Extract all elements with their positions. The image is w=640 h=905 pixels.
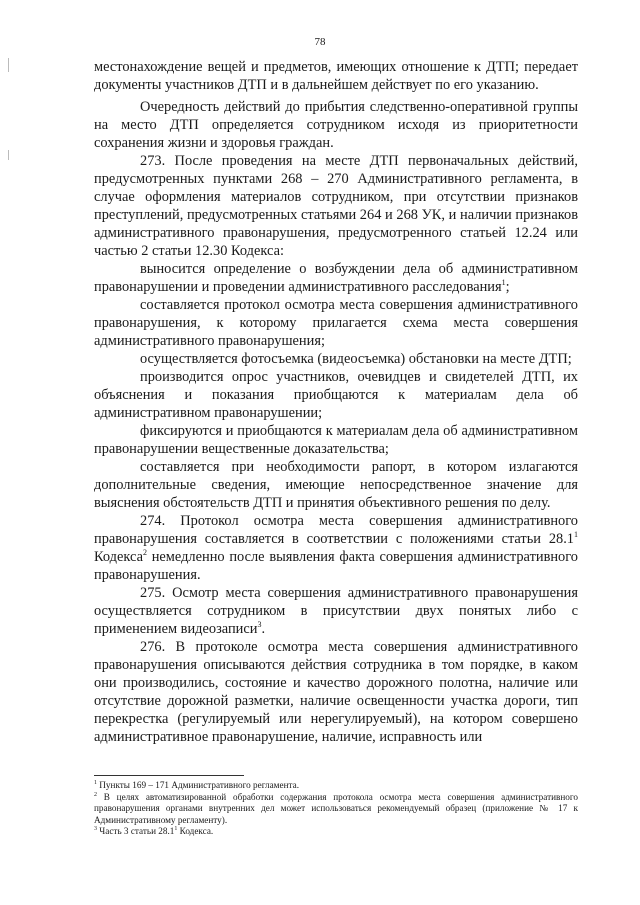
footnote-ref-1[interactable]: 1 (501, 278, 506, 287)
footnote-ref-3[interactable]: 3 (257, 620, 262, 629)
paragraph-2: Очередность действий до прибытия следственно-оперативной группы на место ДТП определяется сотрудником исходя из приоритетности сохранения жизни и здоровья граждан. (94, 99, 578, 151)
superscript: 1 (574, 530, 578, 539)
scan-edge-mark (8, 150, 9, 160)
paragraph-list-1: выносится определение о возбуждении дела об административном правонарушении и проведении административного расследования$^1$; (94, 261, 578, 295)
page-number: 78 (314, 36, 326, 48)
document-body (94, 58, 578, 746)
paragraph-list-4: производится опрос участников, очевидцев и свидетелей ДТП, их объяснения и показания приобщаются к материалам дела об административном правонарушении; (94, 369, 578, 421)
footnote-ref-2[interactable]: 2 (142, 548, 147, 557)
footnotes (94, 775, 578, 838)
paragraph-list-6: составляется при необходимости рапорт, в котором излагаются дополнительные сведения, имеющие непосредственное значение для выяснения обстоятельств ДТП и принятия объективного решения по делу. (94, 459, 578, 511)
paragraph-list-2: составляется протокол осмотра места совершения административного правонарушения, к которому прилагается схема места совершения административного правонарушения; (94, 297, 578, 349)
scan-edge-mark (8, 58, 9, 72)
paragraph-list-3: осуществляется фотосъемка (видеосъемка) обстановки на месте ДТП; (140, 351, 572, 367)
footnote-2: $^2$ В целях автоматизированной обработки содержания протокола осмотра места совершения административного правонарушения органами внутренних дел может использоваться рекомендуемый образец (приложение № 17 к Административному регламенту). (94, 791, 578, 825)
footnote-1: $^1$ Пункты 169 – 171 Административного регламента. (94, 780, 299, 790)
paragraph-item-274: 274. Протокол осмотра места совершения административного правонарушения составляется в соответствии с положениями статьи 28.1$^1$ Кодекса$^2$ немедленно после выявления факта совершения административного правонарушения. (94, 513, 578, 583)
footnote-separator (94, 775, 244, 776)
footnote-3: $^3$ Часть 3 статьи 28.1$^1$ Кодекса. (94, 826, 214, 836)
paragraph-item-273: 273. После проведения на месте ДТП первоначальных действий, предусмотренных пунктами 268 – 270 Административного регламента, в случае оформления материалов сотрудником, при отсутствии признаков преступлений, предусмотренных статьями 264 и 268 УК, и наличии признаков административного правонарушения, предусмотренного статьей 12.24 или частью 2 статьи 12.30 Кодекса: (94, 153, 578, 259)
paragraph-list-5: фиксируются и приобщаются к материалам дела об административном правонарушении вещественные доказательства; (94, 423, 578, 457)
paragraph-item-275: 275. Осмотр места совершения административного правонарушения осуществляется сотрудником в присутствии двух понятых либо с применением видеозаписи$^3$. (94, 585, 578, 637)
paragraph-item-276: 276. В протоколе осмотра места совершения административного правонарушения описываются действия сотрудника в том порядке, в каком они производились, состояние и качество дорожного полотна, наличие или отсутствие дорожной разметки, наличие освещенности участка дороги, тип перекрестка (регулируемый или нерегулируемый), на котором совершено административное правонарушение, наличие, исправность или (94, 639, 578, 745)
paragraph-1: местонахождение вещей и предметов, имеющих отношение к ДТП; передает документы участников ДТП и в дальнейшем действует по его указанию. (94, 59, 578, 93)
